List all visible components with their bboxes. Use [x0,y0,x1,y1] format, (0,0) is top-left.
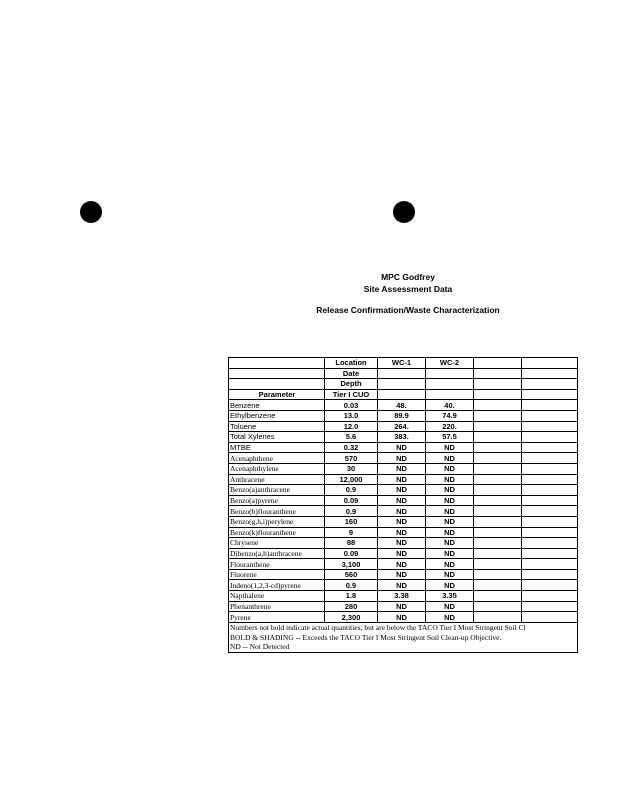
empty-cell [474,580,522,591]
table-row [229,569,578,580]
wc1-cell: ND [378,516,426,527]
parameter-cell: Acenaphthene [229,453,325,464]
table-row [229,495,578,506]
note-row [229,642,578,652]
empty-cell [522,474,578,485]
parameter-cell: Benzo(b)flouranthene [229,506,325,517]
table-row [229,516,578,527]
header-row [229,368,578,379]
empty-cell [474,442,522,453]
table-row [229,506,578,517]
empty-cell [522,601,578,612]
wc2-cell: ND [426,601,474,612]
header-location-cell: Date [325,368,378,379]
cuo-cell: 1.8 [325,591,378,602]
wc2-cell: ND [426,495,474,506]
table-row [229,410,578,421]
empty-cell [474,559,522,570]
empty-cell [522,442,578,453]
binder-hole-left [80,201,102,223]
wc1-cell: ND [378,506,426,517]
note-text: ND -- Not Detected [229,642,578,652]
wc2-cell: 220. [426,421,474,432]
table-row [229,612,578,623]
wc1-cell: ND [378,580,426,591]
header-parameter-cell [229,379,325,390]
note-text: Numbers not bold indicate actual quantities, but are below the TACO Tier I Most Stringent Soil Cl [229,622,578,632]
note-text: BOLD & SHADING -- Exceeds the TACO Tier I Most Stringent Soil Clean-up Objective. [229,632,578,642]
wc1-cell: ND [378,601,426,612]
empty-cell [474,495,522,506]
wc1-cell: ND [378,463,426,474]
empty-cell [474,516,522,527]
wc1-cell: ND [378,495,426,506]
wc2-cell: ND [426,516,474,527]
parameter-cell: Benzo(k)flouranthene [229,527,325,538]
empty-cell [474,506,522,517]
header-parameter-cell: Parameter [229,389,325,400]
wc1-cell: ND [378,474,426,485]
parameter-cell: Indeno(1,2,3-cd)pyrene [229,580,325,591]
cuo-cell: 560 [325,569,378,580]
parameter-cell: Benzo(a)anthracene [229,485,325,496]
header-parameter-cell [229,368,325,379]
wc2-cell: 3.35 [426,591,474,602]
wc1-cell: ND [378,527,426,538]
parameter-cell: Fluorene [229,569,325,580]
wc2-cell: 40. [426,400,474,411]
parameter-cell: Pyrene [229,612,325,623]
wc1-cell: ND [378,485,426,496]
parameter-cell: Acenaphthylene [229,463,325,474]
empty-cell [522,580,578,591]
parameter-cell: Benzene [229,400,325,411]
empty-cell [522,389,578,400]
wc2-cell: ND [426,442,474,453]
note-row [229,632,578,642]
table-row [229,442,578,453]
empty-cell [474,527,522,538]
header-wc1-cell [378,379,426,390]
empty-cell [522,358,578,369]
wc1-cell: 3.38 [378,591,426,602]
header-location-cell: Location [325,358,378,369]
empty-cell [522,569,578,580]
wc1-cell: ND [378,548,426,559]
table-row [229,453,578,464]
parameter-cell: Chrysene [229,538,325,549]
empty-cell [474,569,522,580]
empty-cell [474,548,522,559]
section-title: Release Confirmation/Waste Characterization [316,305,500,315]
wc2-cell: ND [426,580,474,591]
wc2-cell: ND [426,559,474,570]
table-row [229,601,578,612]
cuo-cell: 3,100 [325,559,378,570]
parameter-cell: Toluene [229,421,325,432]
wc2-cell: ND [426,485,474,496]
parameter-cell: MTBE [229,442,325,453]
cuo-cell: 0.9 [325,580,378,591]
empty-cell [522,591,578,602]
cuo-cell: 0.32 [325,442,378,453]
wc2-cell: ND [426,569,474,580]
header-wc1-cell [378,368,426,379]
empty-cell [522,495,578,506]
parameter-cell: Flouranthene [229,559,325,570]
empty-cell [474,421,522,432]
empty-cell [474,368,522,379]
wc2-cell: ND [426,506,474,517]
table-row [229,421,578,432]
header-wc2-cell: WC-2 [426,358,474,369]
empty-cell [474,432,522,443]
note-row [229,622,578,632]
empty-cell [474,538,522,549]
empty-cell [522,379,578,390]
empty-cell [474,410,522,421]
header-location-cell: Depth [325,379,378,390]
header-wc2-cell [426,368,474,379]
cuo-cell: 13.0 [325,410,378,421]
binder-hole-right [393,201,415,223]
cuo-cell: 280 [325,601,378,612]
empty-cell [522,432,578,443]
wc2-cell: 74.9 [426,410,474,421]
empty-cell [522,538,578,549]
parameter-cell: Napthalene [229,591,325,602]
wc1-cell: ND [378,559,426,570]
empty-cell [474,601,522,612]
table-row [229,400,578,411]
empty-cell [522,612,578,623]
empty-cell [522,516,578,527]
empty-cell [474,453,522,464]
wc1-cell: 264. [378,421,426,432]
cuo-cell: 160 [325,516,378,527]
empty-cell [522,463,578,474]
header-wc2-cell [426,379,474,390]
empty-cell [522,410,578,421]
header-row [229,358,578,369]
empty-cell [474,463,522,474]
parameter-cell: Total Xylenes [229,432,325,443]
cuo-cell: 2,300 [325,612,378,623]
table-row [229,463,578,474]
wc1-cell: ND [378,612,426,623]
empty-cell [522,506,578,517]
table-row [229,559,578,570]
wc1-cell: ND [378,453,426,464]
table-row [229,474,578,485]
cuo-cell: 12,000 [325,474,378,485]
cuo-cell: 0.09 [325,495,378,506]
header-wc1-cell: WC-1 [378,358,426,369]
site-assessment-table [228,357,578,653]
header-wc1-cell [378,389,426,400]
empty-cell [522,527,578,538]
document-title: MPC Godfrey [381,272,435,282]
empty-cell [522,548,578,559]
cuo-cell: 5.6 [325,432,378,443]
empty-cell [474,612,522,623]
table-row [229,538,578,549]
wc2-cell: ND [426,474,474,485]
wc1-cell: 383. [378,432,426,443]
table-row [229,548,578,559]
table-row [229,527,578,538]
wc1-cell: ND [378,569,426,580]
cuo-cell: 0.9 [325,506,378,517]
wc2-cell: 57.5 [426,432,474,443]
wc2-cell: ND [426,548,474,559]
parameter-cell: Dibenzo(a,h)anthracene [229,548,325,559]
empty-cell [474,400,522,411]
empty-cell [522,368,578,379]
parameter-cell: Ethylbenzene [229,410,325,421]
wc2-cell: ND [426,612,474,623]
cuo-cell: 570 [325,453,378,464]
empty-cell [522,485,578,496]
empty-cell [522,400,578,411]
table-row [229,432,578,443]
wc1-cell: 89.9 [378,410,426,421]
document-subtitle: Site Assessment Data [363,284,453,294]
table-row [229,580,578,591]
empty-cell [522,421,578,432]
empty-cell [474,358,522,369]
cuo-cell: 0.9 [325,485,378,496]
parameter-cell: Benzo(a)pyrene [229,495,325,506]
wc2-cell: ND [426,453,474,464]
cuo-cell: 0.09 [325,548,378,559]
header-row [229,389,578,400]
cuo-cell: 88 [325,538,378,549]
empty-cell [474,485,522,496]
parameter-cell: Benzo(g,h,i)perylene [229,516,325,527]
wc1-cell: 48. [378,400,426,411]
wc1-cell: ND [378,538,426,549]
empty-cell [522,559,578,570]
table-row [229,591,578,602]
cuo-cell: 12.0 [325,421,378,432]
cuo-cell: 9 [325,527,378,538]
header-location-cell: Tier I CUO [325,389,378,400]
header-parameter-cell [229,358,325,369]
parameter-cell: Phenanthrene [229,601,325,612]
parameter-cell: Anthracene [229,474,325,485]
empty-cell [474,474,522,485]
header-row [229,379,578,390]
wc1-cell: ND [378,442,426,453]
cuo-cell: 0.03 [325,400,378,411]
wc2-cell: ND [426,527,474,538]
empty-cell [474,389,522,400]
empty-cell [474,591,522,602]
wc2-cell: ND [426,538,474,549]
header-wc2-cell [426,389,474,400]
table-row [229,485,578,496]
empty-cell [474,379,522,390]
empty-cell [522,453,578,464]
cuo-cell: 30 [325,463,378,474]
wc2-cell: ND [426,463,474,474]
